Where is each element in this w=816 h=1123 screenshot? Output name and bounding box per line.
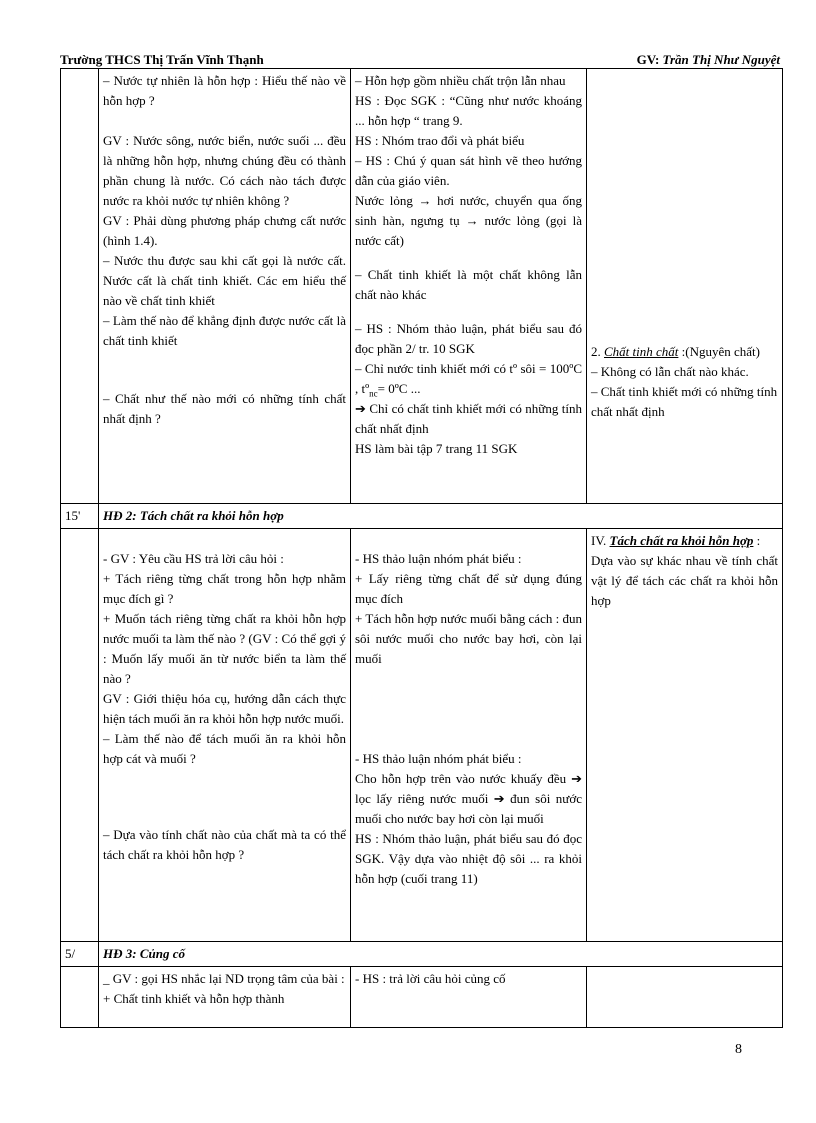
time-cell bbox=[61, 529, 99, 942]
table-row bbox=[61, 529, 783, 942]
activity-heading: HĐ 3: Củng cố bbox=[99, 942, 783, 967]
list-item: - HS : trả lời câu hỏi củng cố bbox=[355, 971, 506, 986]
list-item: Cho hỗn hợp trên vào nước khuấy đều ➔ lọc lấy riêng nước muối ➔ đun sôi nước muối cho nước bay hơi còn lại muối bbox=[355, 771, 582, 826]
student-activity-cell bbox=[351, 529, 587, 942]
section-suffix: :(Nguyên chất) bbox=[678, 344, 760, 359]
list-item: – Dựa vào tính chất nào của chất mà ta có thể tách chất ra khỏi hỗn hợp ? bbox=[103, 827, 346, 862]
section-heading bbox=[591, 342, 778, 362]
section-body: Dựa vào sự khác nhau về tính chất vật lý để tách các chất ra khỏi hỗn hợp bbox=[591, 553, 778, 608]
list-item: HS : Đọc SGK : “Cũng như nước khoáng ... hỗn hợp “ trang 9. bbox=[355, 93, 582, 128]
table-row bbox=[61, 942, 783, 967]
table-row bbox=[61, 967, 783, 1028]
student-activity-cell bbox=[351, 967, 587, 1028]
teacher-activity-cell bbox=[99, 69, 351, 504]
list-item: GV : Phải dùng phương pháp chưng cất nước (hình 1.4). bbox=[103, 213, 346, 248]
activity-heading: HĐ 2: Tách chất ra khỏi hỗn hợp bbox=[99, 504, 783, 529]
teacher-prefix: GV: bbox=[636, 52, 663, 67]
teacher-activity-cell bbox=[99, 529, 351, 942]
section-number: IV. bbox=[591, 533, 610, 548]
list-item: – Làm thế nào để khẳng định được nước cất là chất tinh khiết bbox=[103, 313, 346, 348]
section-number: 2. bbox=[591, 344, 604, 359]
list-item: + Chất tinh khiết và hỗn hợp thành bbox=[103, 991, 285, 1006]
section-heading bbox=[591, 531, 778, 551]
list-item: - HS thảo luận nhóm phát biểu : bbox=[355, 551, 522, 566]
list-item: – HS : Chú ý quan sát hình vẽ theo hướng dẫn của giáo viên. bbox=[355, 153, 582, 188]
list-item: – Làm thế nào để tách muối ăn ra khỏi hỗn hợp cát và muối ? bbox=[103, 731, 346, 766]
list-item: - GV : Yêu cầu HS trả lời câu hỏi : bbox=[103, 551, 284, 566]
page-number: 8 bbox=[735, 1042, 742, 1057]
table-row bbox=[61, 504, 783, 529]
list-item: + Tách hỗn hợp nước muối bằng cách : đun sôi nước muối cho nước bay hơi, còn lại muối bbox=[355, 611, 582, 666]
time-cell bbox=[61, 967, 99, 1028]
table-row bbox=[61, 69, 783, 504]
section-title: Tách chất ra khỏi hỗn hợp bbox=[609, 533, 754, 548]
list-item: + Muốn tách riêng từng chất ra khỏi hỗn hợp nước muối ta làm thế nào ? (GV : Có thể gợi ý : Muốn lấy muối ăn từ nước biển ta làm thế nào ? bbox=[103, 611, 346, 686]
list-item: GV : Giới thiệu hóa cụ, hướng dẫn cách thực hiện tách muối ăn ra khỏi hỗn hợp nước muối. bbox=[103, 691, 346, 726]
list-item: – HS : Nhóm thảo luận, phát biểu sau đó đọc phần 2/ tr. 10 SGK bbox=[355, 321, 582, 356]
list-item: ➔ Chỉ có chất tinh khiết mới có những tính chất nhất định bbox=[355, 401, 582, 436]
school-name: Trường THCS Thị Trấn Vĩnh Thạnh bbox=[60, 52, 264, 67]
list-item: – Không có lẫn chất nào khác. bbox=[591, 364, 749, 379]
list-item: HS : Nhóm thảo luận, phát biểu sau đó đọc SGK. Vậy dựa vào nhiệt độ sôi ... ra khỏi hỗn hợp (cuối trang 11) bbox=[355, 831, 582, 886]
melting-text: = 0ºC ... bbox=[377, 381, 421, 396]
page-header bbox=[60, 50, 780, 68]
list-item: – Hỗn hợp gồm nhiều chất trộn lẫn nhau bbox=[355, 73, 566, 88]
list-item bbox=[355, 359, 582, 399]
notes-cell bbox=[587, 69, 783, 504]
student-activity-cell bbox=[351, 69, 587, 504]
list-item: - HS thảo luận nhóm phát biểu : bbox=[355, 751, 522, 766]
list-item: – Nước tự nhiên là hỗn hợp : Hiểu thế nào về hỗn hợp ? bbox=[103, 73, 346, 108]
list-item: – Nước thu được sau khi cất gọi là nước cất. Nước cất là chất tinh khiết. Các em hiểu thế nào về chất tinh khiết bbox=[103, 253, 346, 308]
notes-cell bbox=[587, 967, 783, 1028]
list-item: + Lấy riêng từng chất để sử dụng đúng mục đích bbox=[355, 571, 582, 606]
lesson-table bbox=[60, 68, 783, 1028]
list-item: HS làm bài tập 7 trang 11 SGK bbox=[355, 441, 518, 456]
time-cell bbox=[61, 69, 99, 504]
section-title: Chất tinh chất bbox=[604, 344, 679, 359]
list-item: – Chất tinh khiết là một chất không lẫn chất nào khác bbox=[355, 267, 582, 302]
notes-cell bbox=[587, 529, 783, 942]
teacher-label bbox=[637, 50, 780, 70]
teacher-name: Trần Thị Như Nguyệt bbox=[662, 52, 780, 67]
list-item: GV : Nước sông, nước biển, nước suối ... đều là những hỗn hợp, nhưng chúng đều có thành phần chung là nước. Có cách nào tách được nước ra khỏi nước tự nhiên không ? bbox=[103, 133, 346, 208]
time-cell: 15' bbox=[61, 504, 99, 529]
teacher-activity-cell bbox=[99, 967, 351, 1028]
list-item: Nước lỏng → hơi nước, chuyển qua ống sinh hàn, ngưng tụ → nước lỏng (gọi là nước cất) bbox=[355, 193, 582, 248]
boiling-text: – Chỉ nước tinh khiết mới có tº sôi = 100ºC , tº bbox=[355, 361, 582, 396]
time-cell: 5/ bbox=[61, 942, 99, 967]
list-item: _ GV : gọi HS nhắc lại ND trọng tâm của bài : bbox=[103, 971, 345, 986]
list-item: – Chất tinh khiết mới có những tính chất nhất định bbox=[591, 384, 778, 419]
list-item: HS : Nhóm trao đổi và phát biểu bbox=[355, 133, 525, 148]
list-item: – Chất như thế nào mới có những tính chất nhất định ? bbox=[103, 391, 346, 426]
section-suffix: : bbox=[753, 533, 761, 548]
list-item: + Tách riêng từng chất trong hỗn hợp nhằm mục đích gì ? bbox=[103, 571, 346, 606]
subscript-nc: nc bbox=[369, 388, 378, 399]
